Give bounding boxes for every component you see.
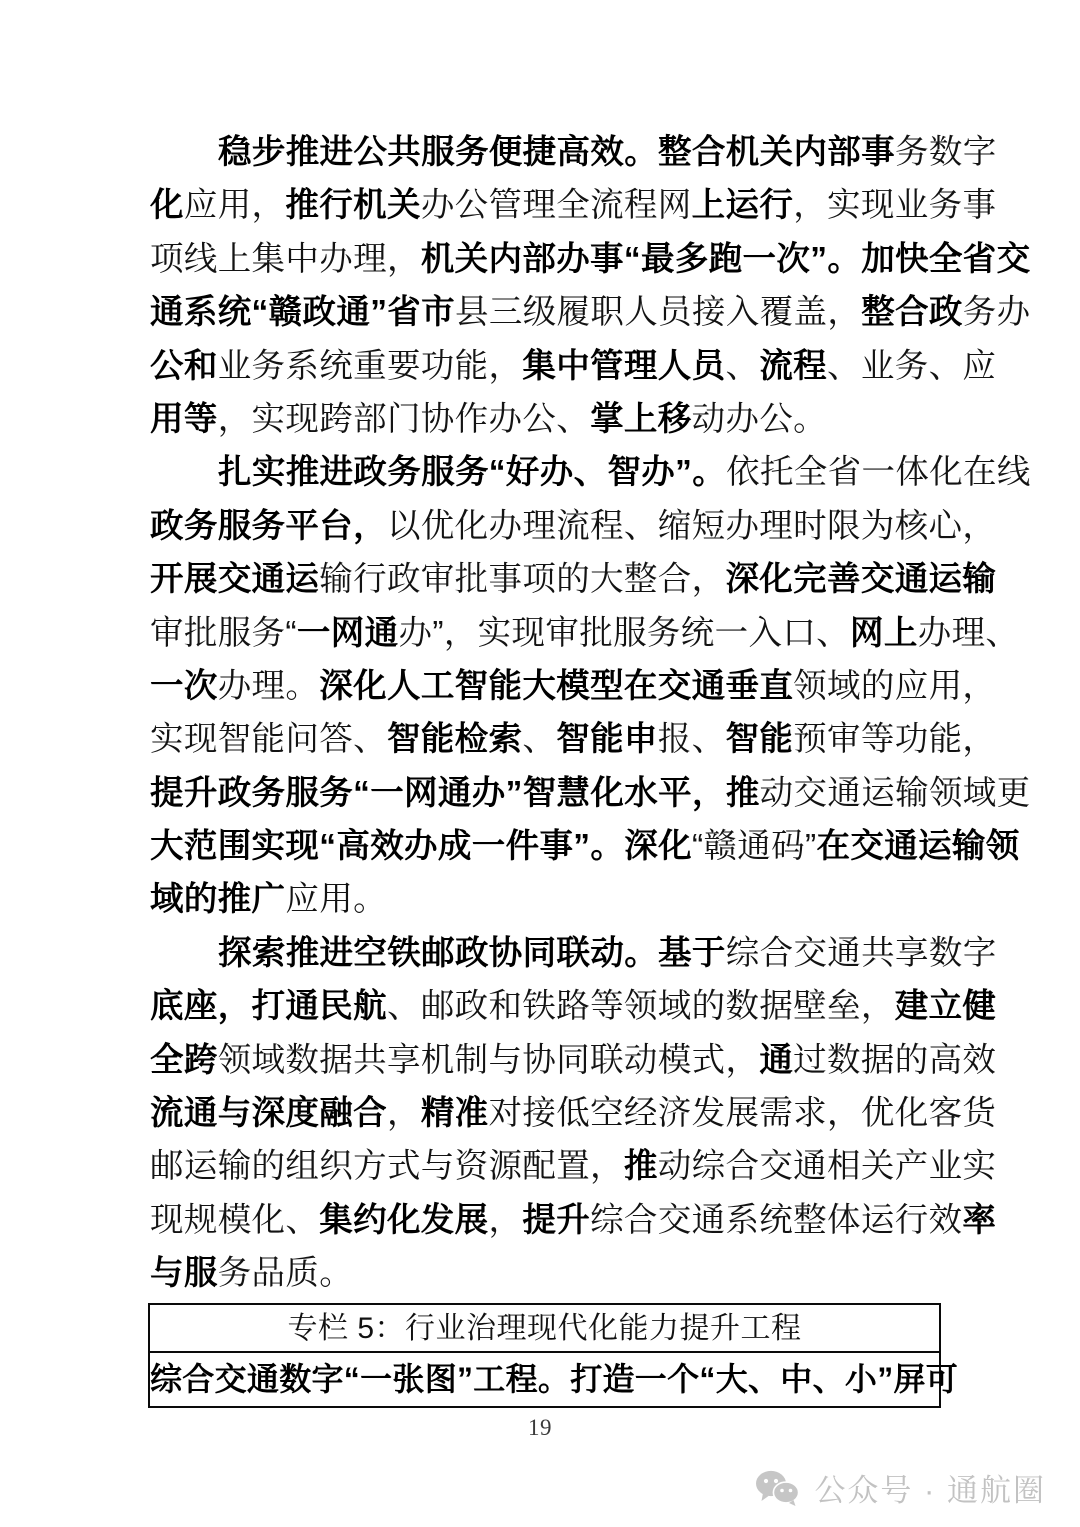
text-run-bold: 打通民航 [251,988,387,1026]
text-run-regular: 务品质。 [217,1255,354,1293]
text-run-bold: 开展交通运 [150,561,320,599]
text-line [150,873,935,926]
text-line [150,500,997,553]
text-run-bold: 集约化发展 [319,1201,489,1239]
text-run-regular: 办”，实现审批服务统一入口、 [398,614,851,652]
text-run-bold: 域的推广 [150,881,286,919]
text-line [150,1140,997,1193]
text-line [150,767,1031,820]
text-run-bold: 推 [725,774,760,812]
text-run-regular: 务数字 [895,134,997,171]
text-run-regular: 对接低空经济发展需求，优化客货 [488,1095,997,1133]
text-line [150,1087,997,1140]
text-line [150,1247,935,1300]
text-run-regular: 依托全省一体化在线 [726,454,1031,492]
text-run-regular: 应用。 [285,881,387,919]
text-run-regular: ， [488,1201,523,1239]
text-run-bold: 网上 [850,614,918,652]
text-run-regular: 领域数据共享机制与协同联动模式， [217,1041,760,1079]
text-run-bold: 通系统“赣政通”省市 [150,294,455,332]
paragraph [150,126,1031,446]
text-line [150,126,997,179]
text-run-bold: 提升 [522,1201,591,1239]
text-run-regular: 县三级履职人员接入覆盖， [455,294,862,332]
callout-body-row [150,1353,959,1406]
text-run-regular: 项线上集中办理， [150,240,421,278]
watermark [755,1465,1046,1510]
text-run-bold: 一网通 [296,614,399,652]
text-run-regular: 动综合交通相关产业实 [657,1148,997,1186]
text-run-regular: 综合交通共享数字 [725,934,997,972]
text-run-regular: ，实现跨部门协作办公、 [217,400,591,438]
text-run-bold: 率 [962,1201,997,1239]
text-run-bold: 用等 [150,400,218,438]
text-run-bold: 机关内部办事“最多跑一次”。加快全省交 [420,240,1031,278]
text-run-bold: 流通与深度融合 [150,1095,387,1133]
text-line [150,553,997,606]
text-run-regular: 领域的应用， [793,667,997,705]
text-run-regular: 业务系统重要功能， [217,347,523,385]
text-run-regular: 审批服务“ [150,614,297,652]
text-run-bold: 智能检索 [386,721,523,759]
text-line [150,820,1020,873]
text-run-regular: 、 [725,347,760,385]
text-run-bold: 探索推进空铁邮政协同联动。基于 [218,934,726,972]
text-run-bold: 与服 [150,1255,218,1293]
text-run-regular: 办公管理全流程网 [420,187,692,225]
text-run-regular: 动办公。 [691,400,828,438]
text-run-bold: 提升政务服务“一网通办”智慧化水平， [150,774,726,812]
text-run-bold: 稳步推进公共服务便捷高效。整合机关内部事 [218,134,895,171]
wechat-icon [755,1470,801,1506]
text-run-bold: 流程 [759,347,828,385]
text-run-regular: 综合交通系统整体运行效 [590,1201,963,1239]
text-run-bold: 智能申 [556,721,658,759]
text-run-regular: 邮运输的组织方式与资源配置， [150,1148,624,1186]
text-run-regular: 输行政审批事项的大整合， [319,561,726,599]
text-run-regular: 实现智能问答、 [150,721,387,759]
text-line [150,233,1031,286]
text-line [150,660,997,713]
text-run-bold: 深化人工智能大模型在交通垂直 [319,667,794,705]
text-run-regular: ， [386,1095,421,1133]
text-run-regular: 预审等功能， [793,721,997,759]
text-line [150,980,997,1033]
text-line [150,446,1031,499]
text-line [150,1194,997,1247]
paragraph [150,446,1031,927]
text-run-bold: 掌上移 [590,400,692,438]
text-run-bold: 全跨 [150,1041,218,1079]
text-run-regular: 、业务、应 [827,347,997,385]
text-line [150,340,997,393]
text-run-bold: 一次 [150,667,218,705]
text-run-bold: 深化完善交通运输 [725,561,997,599]
text-line [150,1034,997,1087]
text-run-bold: 精准 [420,1095,489,1133]
text-run-regular: 办理、 [917,614,1020,652]
text-run-bold: 化 [150,187,184,225]
document-body [150,126,1031,1301]
text-run-regular: 报、 [657,721,726,759]
paragraph [150,927,997,1301]
callout-header: 专栏 5：行业治理现代化能力提升工程 [150,1305,939,1353]
text-line [150,393,935,446]
text-run-bold: 建立健 [894,988,997,1026]
text-run-regular: 、 [522,721,557,759]
text-line [150,607,1020,660]
text-run-bold: 通 [759,1041,794,1079]
text-run-regular: 务办 [962,294,1031,332]
page-number: 19 [528,1415,552,1440]
text-line [150,179,997,232]
text-run-bold: 推 [623,1148,658,1186]
text-run-bold: 在交通运输领 [816,828,1020,866]
text-run-regular: “赣通码” [691,828,817,866]
text-run-bold: 集中管理人员 [522,347,726,385]
text-run-bold: 公和 [150,347,218,385]
text-run-regular: 、邮政和铁路等领域的数据壁垒， [386,988,895,1026]
text-run-regular: 应用， [183,187,286,225]
text-line [150,927,997,980]
text-run-regular: 过数据的高效 [793,1041,997,1079]
text-run-bold: 推行机关 [285,187,421,225]
watermark-text: 公众号 · 通航圈 [814,1473,1046,1508]
text-line [150,713,997,766]
text-run-regular: 动交通运输领域更 [759,774,1031,812]
callout-box-column5 [148,1303,959,1408]
text-run-regular: ，实现业务事 [793,187,997,225]
text-run-bold: 上运行 [691,187,794,225]
text-run-regular: 以优化办理流程、缩短办理时限为核心， [386,507,997,545]
text-run-bold: 政务服务平台， [150,507,387,545]
text-run-bold: 大范围实现“高效办成一件事”。 [150,828,625,866]
text-run-bold: 深化 [624,828,692,866]
text-run-bold: 整合政 [861,294,963,332]
text-run-bold: 底座， [150,988,252,1026]
text-line [150,286,1031,339]
text-run-bold: 综合交通数字“一张图”工程。打造一个“大、中、小”屏可 [150,1361,959,1397]
text-run-bold: 扎实推进政务服务“好办、智办”。 [218,454,727,492]
text-run-regular: 办理。 [217,667,320,705]
text-run-bold: 智能 [725,721,794,759]
text-run-regular: 现规模化、 [150,1201,320,1239]
